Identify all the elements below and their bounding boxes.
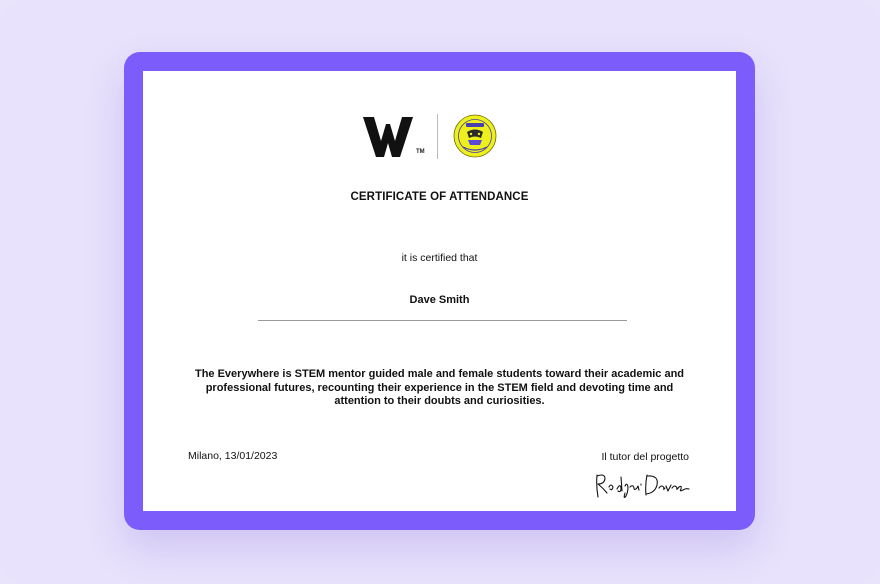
w-brand-logo <box>362 116 414 158</box>
certified-intro: it is certified that <box>401 252 478 264</box>
logo-divider <box>437 114 438 159</box>
certificate-title: CERTIFICATE OF ATTENDANCE <box>350 191 529 203</box>
tutor-label: Il tutor del progetto <box>601 451 689 463</box>
tutor-signature <box>593 469 693 501</box>
everywhere-is-stem-seal <box>453 114 497 158</box>
certificate-paper <box>143 71 736 511</box>
recipient-name: Dave Smith <box>409 294 470 306</box>
name-underline <box>258 320 627 321</box>
certificate-body: The Everywhere is STEM mentor guided male and female students toward their academic and professional futures, recounting their experience in the STEM field and devoting time and attention to their doubts and curiosities. <box>194 368 685 408</box>
trademark-label: TM <box>416 149 425 155</box>
logo-row <box>143 114 736 162</box>
certificate-frame <box>124 52 755 530</box>
place-date: Milano, 13/01/2023 <box>188 450 278 462</box>
